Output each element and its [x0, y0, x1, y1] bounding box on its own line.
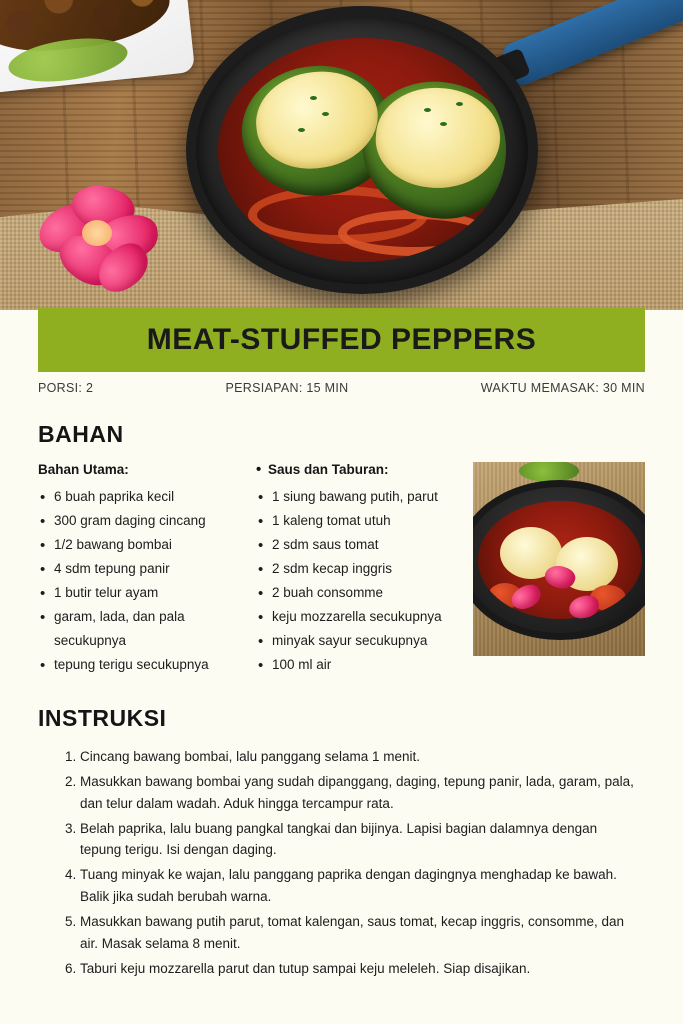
ingredient-item: • 6 buah paprika kecil [38, 485, 234, 509]
ingredients-column-sauce [256, 462, 452, 677]
ingredients-subheading-main: Bahan Utama: [38, 462, 129, 477]
secondary-skillet [473, 480, 645, 640]
ingredient-item: • 2 buah consomme [256, 581, 452, 605]
skillet [186, 6, 538, 294]
pink-flower [38, 186, 166, 296]
cook-time-label: WAKTU MEMASAK: 30 MIN [480, 381, 645, 395]
ingredient-item: • minyak sayur secukupnya [256, 629, 452, 653]
ingredients-list-main [38, 485, 234, 677]
ingredients-list-sauce [256, 485, 452, 677]
ingredient-item: • 100 ml air [256, 653, 452, 677]
ingredient-item: • keju mozzarella secukupnya [256, 605, 452, 629]
hero-photo [0, 0, 683, 310]
herb-garnish [298, 128, 305, 132]
ingredient-item: • tepung terigu secukupnya [38, 653, 234, 677]
secondary-pink-flower [511, 566, 565, 612]
ingredient-item: • 1 butir telur ayam [38, 581, 234, 605]
ingredient-item: • 1 kaleng tomat utuh [256, 509, 452, 533]
ingredients-heading: BAHAN [38, 421, 124, 447]
instruction-step: 3. Belah paprika, lalu buang pangkal tangkai dan bijinya. Lapisi bagian dalamnya dengan tepung terigu. Isi dengan daging. [80, 818, 640, 862]
instruction-step: 6. Taburi keju mozzarella parut dan tutup sampai keju meleleh. Siap disajikan. [80, 958, 640, 980]
herb-garnish [456, 102, 463, 106]
ingredient-item: • 1 siung bawang putih, parut [256, 485, 452, 509]
ingredients-subheading-sauce: • Saus dan Taburan: [256, 462, 452, 477]
instructions-heading: INSTRUKSI [38, 705, 167, 731]
secondary-photo [473, 462, 645, 656]
ingredient-item: • 2 sdm saus tomat [256, 533, 452, 557]
ingredient-item: • 1/2 bawang bombai [38, 533, 234, 557]
herb-garnish [424, 108, 431, 112]
prep-time-label: PERSIAPAN: 15 MIN [225, 381, 349, 395]
herb-garnish [322, 112, 329, 116]
instruction-step: 4. Tuang minyak ke wajan, lalu panggang paprika dengan dagingnya menghadap ke bawah. Balik jika sudah berubah warna. [80, 864, 640, 908]
instruction-step: 5. Masukkan bawang putih parut, tomat kalengan, saus tomat, kecap inggris, consomme, dan air. Masak selama 8 menit. [80, 911, 640, 955]
ingredient-item: • 300 gram daging cincang [38, 509, 234, 533]
page-title: MEAT-STUFFED PEPPERS [146, 323, 537, 356]
tomato-sauce-ring-2 [338, 210, 488, 256]
flower-center [82, 220, 112, 246]
ingredient-item: • 4 sdm tepung panir [38, 557, 234, 581]
title-banner [38, 308, 645, 372]
herb-garnish [440, 122, 447, 126]
herb-garnish [310, 96, 317, 100]
servings-label: PORSI: 2 [38, 381, 94, 395]
ingredient-item: • garam, lada, dan pala secukupnya [38, 605, 234, 653]
flower-petal [508, 582, 543, 612]
ingredient-item: • 2 sdm kecap inggris [256, 557, 452, 581]
instruction-step: 1. Cincang bawang bombai, lalu panggang selama 1 menit. [80, 746, 640, 768]
ingredients-column-main [38, 462, 234, 677]
instruction-step: 2. Masukkan bawang bombai yang sudah dipanggang, daging, tepung panir, lada, garam, pala, dan telur dalam wadah. Aduk hingga tercampur rata. [80, 771, 640, 815]
meta-row [38, 381, 645, 395]
instructions-list [62, 746, 640, 983]
skillet-interior [218, 38, 506, 262]
